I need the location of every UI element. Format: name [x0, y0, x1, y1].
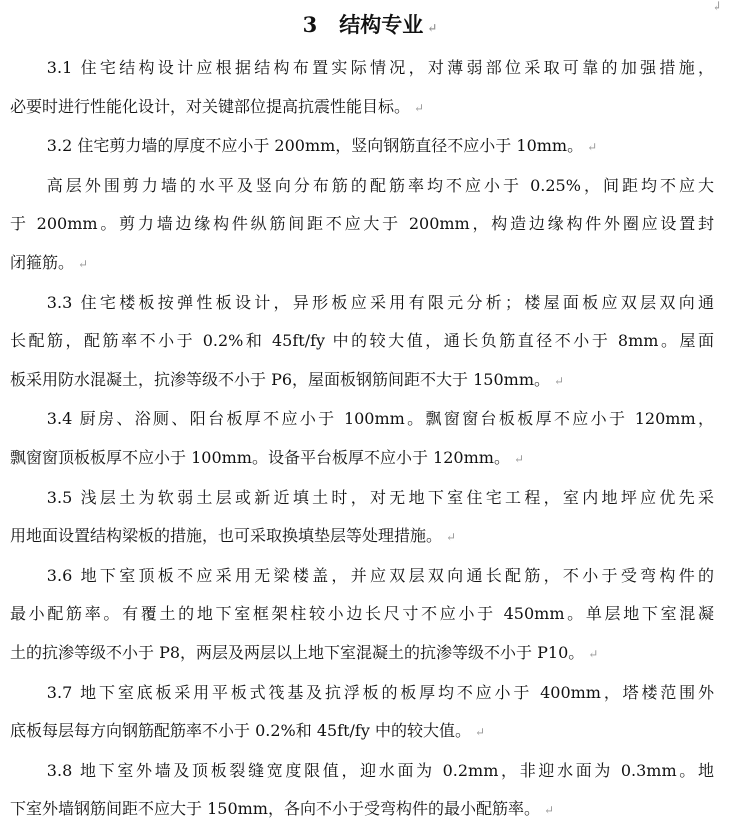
- paragraph-line: 用地面设置结构梁板的措施，也可采取换填垫层等处理措施。 ↵: [10, 526, 457, 546]
- paragraph: [10, 479, 714, 557]
- paragraph-line: 3.2 住宅剪力墙的厚度不应小于 200mm，竖向钢筋直径不应小于 10mm。 ↵: [46, 136, 598, 156]
- paragraph-line: 3.3 住宅楼板按弹性板设计，异形板应采用有限元分析；楼屋面板应双层双向通: [46, 292, 714, 312]
- paragraph-line: 板采用防水混凝土，抗渗等级不小于 P6，屋面板钢筋间距不大于 150mm。 ↵: [10, 369, 565, 389]
- paragraph-mark-icon: ↵: [446, 530, 457, 545]
- paragraph: [10, 674, 714, 752]
- paragraph-mark-icon: ↵: [588, 646, 599, 661]
- paragraph-line: 于 200mm。剪力墙边缘构件纵筋间距不应大于 200mm，构造边缘构件外圈应设置封: [10, 214, 714, 234]
- corner-mark: ↲: [711, 0, 722, 13]
- paragraph: [10, 127, 714, 167]
- paragraph-line: 3.8 地下室外墙及顶板裂缝宽度限值，迎水面为 0.2mm，非迎水面为 0.3mm。地: [46, 760, 714, 780]
- paragraph-line: 飘窗窗顶板板厚不应小于 100mm。设备平台板厚不应小于 120mm。 ↵: [10, 447, 525, 467]
- paragraph-line: 闭箍筋。 ↵: [10, 252, 89, 272]
- paragraph-mark-icon: ↵: [587, 140, 598, 155]
- paragraph-mark-icon: ↵: [513, 451, 525, 466]
- paragraph-line: 高层外围剪力墙的水平及竖向分布筋的配筋率均不应小于 0.25%，间距均不应大: [46, 175, 714, 195]
- paragraph-line: 土的抗渗等级不小于 P8，两层及两层以上地下室混凝土的抗渗等级不小于 P10。 ↵: [10, 642, 599, 662]
- paragraph-line: 3.7 地下室底板采用平板式筏基及抗浮板的板厚均不应小于 400mm，塔楼范围外: [46, 682, 714, 702]
- paragraph-line: 长配筋，配筋率不小于 0.2%和 45ft/fy 中的较大值，通长负筋直径不小于 8mm。屋面: [10, 331, 714, 351]
- section-title: 结构专业: [339, 12, 424, 37]
- paragraph-mark-icon: ↵: [543, 803, 555, 818]
- paragraph-line: 下室外墙钢筋间距不应大于 150mm，各向不小于受弯构件的最小配筋率。 ↵: [10, 799, 555, 819]
- paragraph-line: 3.1 住宅结构设计应根据结构布置实际情况，对薄弱部位采取可靠的加强措施，: [46, 58, 714, 77]
- paragraph-line: 必要时进行性能化设计，对关键部位提高抗震性能目标。 ↵: [10, 96, 425, 116]
- paragraph: [10, 284, 714, 401]
- section-number: 3: [302, 12, 318, 37]
- paragraph-line: 最小配筋率。有覆土的地下室框架柱较小边长尺寸不应小于 450mm。单层地下室混凝: [10, 604, 714, 624]
- paragraph-mark-icon: ↵: [414, 100, 425, 115]
- paragraph-line: 底板每层每方向钢筋配筋率不小于 0.2%和 45ft/fy 中的较大值。 ↵: [10, 721, 486, 741]
- paragraph: [10, 752, 714, 830]
- document-body: [10, 49, 714, 830]
- paragraph-line: 3.4 厨房、浴厕、阳台板厚不应小于 100mm。飘窗窗台板板厚不应小于 120mm，: [46, 409, 714, 429]
- paragraph-mark-icon: ↵: [427, 21, 438, 35]
- paragraph-line: 3.5 浅层土为软弱土层或新近填土时，对无地下室住宅工程，室内地坪应优先采: [46, 487, 714, 507]
- paragraph-line: 3.6 地下室顶板不应采用无梁楼盖，并应双层双向通长配筋，不小于受弯构件的: [46, 565, 714, 585]
- paragraph: [10, 49, 714, 127]
- paragraph: [10, 557, 714, 674]
- paragraph-mark-icon: ↵: [474, 725, 486, 740]
- section-heading: [0, 8, 740, 45]
- paragraph-mark-icon: ↵: [554, 373, 565, 388]
- paragraph-mark-icon: ↵: [78, 256, 89, 271]
- paragraph: [10, 400, 714, 478]
- paragraph: [10, 167, 714, 284]
